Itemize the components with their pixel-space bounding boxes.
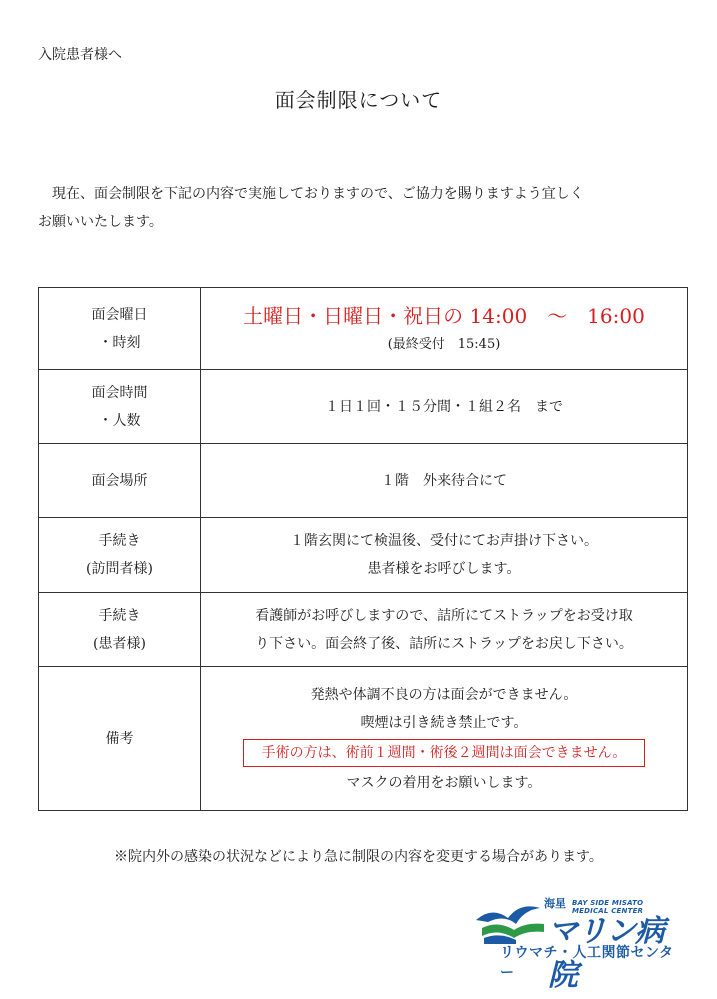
intro-paragraph: [38, 180, 688, 236]
value-duration: １日１回・１５分間・１組２名 まで: [201, 370, 688, 444]
page-title: 面会制限について: [274, 88, 443, 112]
label-text: (患者様): [93, 635, 146, 652]
table-row-place: [39, 444, 688, 518]
hospital-logo: [474, 897, 680, 993]
label-text: 手続き: [98, 607, 141, 624]
table-row-patient-procedure: [39, 593, 688, 667]
value-hours: [201, 288, 688, 370]
logo-kanji: 海星: [544, 897, 566, 910]
value-place: １階 外来待合にて: [201, 444, 688, 518]
addressee: 入院患者様へ: [38, 47, 122, 63]
table-row-hours: [39, 288, 688, 370]
remark-line: マスクの着用をお願いします。: [346, 774, 542, 791]
logo-english: BAY SIDE MISATO MEDICAL CENTER: [572, 899, 644, 915]
value-line: り下さい。面会終了後、詰所にストラップをお戻し下さい。: [255, 635, 633, 652]
logo-name: マリン病院: [548, 914, 664, 993]
label-patient-procedure: [39, 593, 201, 667]
label-remarks: 備考: [39, 667, 201, 811]
label-visitor-procedure: [39, 518, 201, 593]
last-reception: (最終受付 15:45): [387, 336, 501, 352]
label-text: ・人数: [98, 412, 141, 429]
table-row-remarks: [39, 667, 688, 811]
intro-line: 現在、面会制限を下記の内容で実施しておりますので、ご協力を賜りますよう宜しく: [52, 186, 584, 202]
value-remarks: [201, 667, 688, 811]
label-text: 手続き: [98, 533, 141, 549]
value-line: １階玄関にて検温後、受付にてお声掛け下さい。: [290, 533, 598, 549]
label-text: 面会曜日: [91, 306, 148, 323]
footnote: ※院内外の感染の状況などにより急に制限の内容を変更する場合があります。: [114, 849, 603, 865]
remark-line: 喫煙は引き続き禁止です。: [360, 714, 528, 731]
value-patient-procedure: [201, 593, 688, 667]
label-hours: [39, 288, 201, 370]
visit-rules-table: [38, 287, 688, 811]
remark-line: 発熱や体調不良の方は面会ができません。: [310, 686, 578, 703]
label-text: (訪問者様): [86, 561, 153, 577]
surgery-notice-box: 手術の方は、術前１週間・術後２週間は面会できません。: [243, 739, 646, 767]
seagull-wave-icon: [474, 898, 548, 944]
label-duration: [39, 370, 201, 444]
visiting-hours-highlight: 土曜日・日曜日・祝日の 14:00 ～ 16:00: [243, 303, 645, 328]
value-line: 患者様をお呼びします。: [367, 561, 521, 577]
table-row-duration: [39, 370, 688, 444]
intro-line: お願いいたします。: [38, 214, 163, 230]
value-visitor-procedure: [201, 518, 688, 593]
table-row-visitor-procedure: [39, 518, 688, 593]
label-text: ・時刻: [98, 334, 141, 351]
logo-subtitle: リウマチ・人工関節センター: [500, 945, 674, 981]
label-place: 面会場所: [39, 444, 201, 518]
value-line: 看護師がお呼びしますので、詰所にてストラップをお受け取: [255, 607, 633, 624]
label-text: 面会時間: [91, 384, 148, 401]
